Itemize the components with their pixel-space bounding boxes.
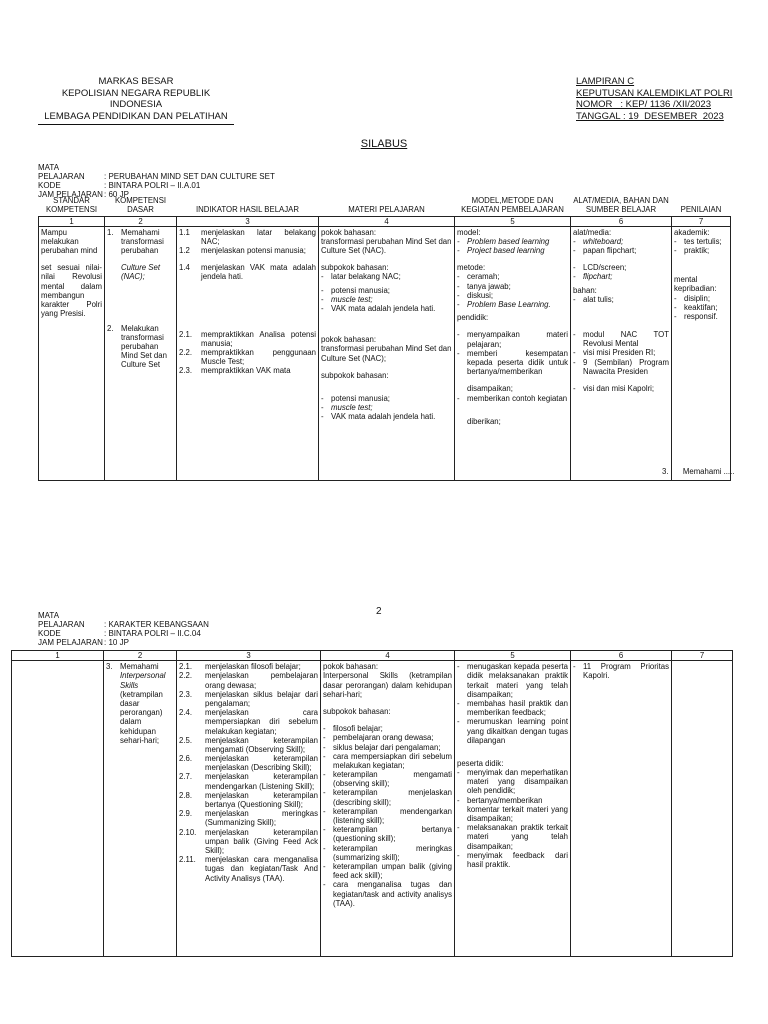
indicator-number: 2.4. [179,708,193,718]
materi-item-text: pembelajaran orang dewasa; [333,733,434,743]
indicator-number: 2.8. [179,790,193,800]
materi-pokok-label: pokok bahasan: [321,227,377,237]
col-header-indikator: INDIKATOR HASIL BELAJAR [196,204,299,214]
meta-key: MATA PELAJARAN [38,163,85,181]
bahan-item-text: alat tulis; [583,294,614,304]
alat-item: - papan flipchart; [573,246,637,256]
materi-item: - keterampilan mendengarkan (listening skill); [323,806,452,825]
spacer [457,745,568,759]
kd-text: Memahami transformasi perubahan [121,227,164,256]
spacer [573,255,669,263]
materi-pokok-label: pokok bahasan: [323,662,379,672]
materi-pokok-text: Interpersonal Skills (ketrampilan dasar perorangan) dalam kehidupan sehari-hari; [323,671,452,699]
col-number: 6 [571,216,672,226]
penilaian-item-text: praktik; [684,246,710,256]
indicator-item [179,330,316,348]
spacer [107,282,174,324]
cell-materi [321,661,455,957]
metode-item: - diskusi; [457,290,493,300]
cell-penilaian [672,661,733,957]
penilaian-item-text: tes tertulis; [684,236,722,246]
col-header-model: MODEL,METODE DAN KEGIATAN PEMBELAJARAN [461,196,564,214]
indicator-item [179,828,318,856]
indicator-item [179,366,316,375]
peserta-item: - melaksanakan praktik terkait materi yang telah disampaikan; [457,823,568,851]
col-header-kompetensi: KOMPETENSI DASAR [114,196,167,214]
spacer [573,376,669,384]
model-item: - menugaskan kepada peserta didik melaksanakan praktik terkait materi yang telah disampaikan; [457,662,568,699]
col-number: 3 [177,651,321,661]
next-competency-stub [662,467,734,476]
kd-text-italic: Interpersonal Skills [120,671,166,690]
spacer [457,255,568,263]
pendidik-continued: diberikan; [467,416,501,426]
alat-item-text: LCD/screen; [583,263,627,273]
indicator-text: menjelaskan potensi manusia; [201,246,306,256]
indicator-text: menjelaskan pembelajaran orang dewasa; [205,671,318,690]
materi-item: - potensi manusia; [321,393,390,403]
col-number: 6 [571,651,672,661]
materi-item: - cara mempersiapkan diri sebelum melakukan kegiatan; [323,751,452,770]
cell-penilaian [662,226,735,480]
materi-item-text: cara mempersiapkan diri sebelum melakukan kegiatan; [333,751,452,770]
col-header-penilaian: PENILAIAN [680,204,722,214]
metode-label: metode: [457,263,486,273]
indicator-text: menjelaskan keterampilan umpan balik (Giving Feed Ack Skill); [205,827,318,855]
materi-item-text: muscle test; [331,403,373,413]
model-item-text: merumuskan learning point yang dikaitkan dengan tugas dilapangan [467,717,568,745]
indicator-item [179,708,318,736]
materi-item-text: cara menganalisa tugas dan kegiatan/task and activity analisys (TAA). [333,880,452,908]
materi-item: - siklus belajar dari pengalaman; [323,742,441,752]
model-item-text: membahas hasil praktik dan memberikan feedback; [467,698,568,718]
model-item: - Problem based learning [457,236,550,246]
alat-item-text: flipchart; [583,272,613,282]
indicator-item [179,772,318,790]
alat-item: - flipchart; [573,272,613,282]
indicator-number: 1.1 [179,227,190,237]
metode-item-text: diskusi; [467,290,493,300]
page-title: SILABUS [360,138,408,150]
spacer [323,716,452,724]
meta-row [38,164,275,182]
appendix-header [576,76,746,122]
spacer [179,255,316,263]
model-item: - membahas hasil praktik dan memberikan feedback; [457,698,568,718]
syllabus-table-2 [11,650,733,957]
indicator-text: menjelaskan keterampilan mengamati (Observing Skill); [205,735,318,754]
meta-key: KODE [38,180,61,190]
peserta-item: - menyimak feedback dari hasil praktik. [457,850,568,869]
spacer [323,699,452,707]
penilaian-item: - responsif. [674,312,718,321]
materi-sub-label: subpokok bahasan: [323,706,391,716]
model-item-text: menugaskan kepada peserta didik melaksanakan praktik terkait materi yang telah disampaikan; [467,662,568,699]
col-header-standar: STANDAR KOMPETENSI [45,196,98,214]
sumber-item-text: 9 (Sembilan) Program Nawacita Presiden [583,357,669,376]
peserta-item-text: menyimak feedback dari hasil praktik. [467,850,568,869]
peserta-item-text: melaksanakan praktik terkait materi yang telah disampaikan; [467,823,568,851]
metode-item-text: ceramah; [467,272,500,282]
indicator-item [179,228,316,246]
spacer [573,304,669,330]
indicator-number: 1.4 [179,263,190,273]
materi-item-text: latar belakang NAC; [331,272,401,282]
next-number: 3. [662,466,669,476]
indicator-number: 2.1. [179,662,193,672]
pendidik-item-text: memberikan contoh kegiatan [467,393,568,403]
meta-value: : KARAKTER KEBANGSAAN [104,619,209,629]
materi-item-text: VAK mata adalah jendela hati. [331,304,436,313]
model-label: model: [457,227,481,237]
alat-item-text: papan flipchart; [583,246,637,256]
indicator-text: mempraktikkan VAK mata [201,366,291,376]
indicator-text: menjelaskan keterampilan bertanya (Questioning Skill); [205,790,318,809]
metode-item: - Problem Base Learning. [457,300,551,309]
pendidik-item-text: memberi kesempatan kepada peserta didik untuk bertanya/memberikan [467,348,568,377]
sumber-item: - 9 (Sembilan) Program Nawacita Presiden [573,357,669,376]
col-number: 2 [105,216,177,226]
institution-header [36,76,236,125]
pendidik-label: pendidik: [457,313,489,323]
alat-item: - LCD/screen; [573,263,627,273]
alat-label: alat/media: [573,227,612,237]
indicator-item [179,662,318,671]
indicator-item [179,348,316,366]
peserta-item: - bertanya/memberikan komentar terkait materi yang disampaikan; [457,795,568,823]
sumber-item-text: visi misi Presiden RI; [583,348,656,358]
materi-item-text: potensi manusia; [331,285,390,295]
indicator-item [179,791,318,809]
col-number: 2 [104,651,177,661]
standar-text-b: set sesuai nilai-nilai Revolusi mental dalam membangun karakter Polri yang Presisi. [41,263,102,319]
indicator-number: 2.2. [179,348,193,357]
model-item: - Project based learning [457,246,545,256]
indicator-text: menjelaskan meringkas (Summanizing Skill); [205,809,318,828]
indicator-number: 2.2. [179,671,193,681]
header-right-line-4: TANGGAL : 19 DESEMBER 2023 [576,110,724,122]
cell-alat-media [571,226,672,480]
indicator-item [179,855,318,883]
kd-text: Melakukan transformasi perubahan Mind Set dan Culture Set [121,323,167,370]
spacer [674,255,728,275]
syllabus-table-1 [38,194,735,481]
materi-item: - pembelajaran orang dewasa; [323,733,434,743]
col-number: 7 [672,651,733,661]
alat-item: - 11 Program Prioritas Kapolri. [573,662,669,681]
meta-key: JAM PELAJARAN [38,189,103,199]
meta-value: : 60 JP [104,189,129,199]
kd-item [107,324,174,370]
indicator-item [179,263,316,281]
penilaian-mental-label: mental kepribadian: [674,275,717,294]
materi-item: - cara menganalisa tugas dan kegiatan/task and activity analisys (TAA). [323,880,452,908]
kd-item [106,662,174,745]
model-item-text: Problem based learning [467,236,550,246]
cell-alat-media [571,661,672,957]
indicator-text: menjelaskan cara menganalisa tugas dan kegiatan/Task And Activity Analisys (TAA). [205,855,318,883]
col-header-alat: ALAT/MEDIA, BAHAN DAN SUMBER BELAJAR [573,196,669,214]
metode-item-text: tanya jawab; [467,281,511,291]
col-number: 4 [319,216,455,226]
col-header-materi: MATERI PELAJARAN [348,204,425,214]
indicator-number: 2.7. [179,772,193,782]
spacer [321,255,452,263]
header-divider [38,124,234,125]
materi-item-text: filosofi belajar; [333,724,383,734]
materi-item: - muscle test; [321,294,373,304]
meta-value: : BINTARA POLRI – II.A.01 [104,180,201,190]
kd-text-b: Culture Set (NAC); [121,263,161,282]
materi-item-text: siklus belajar dari pengalaman; [333,742,441,752]
penilaian-item: - keaktifan; [674,302,718,312]
materi-item: - keterampilan umpan balik (giving feed ack skill); [323,861,452,881]
alat-item-text: 11 Program Prioritas Kapolri. [583,662,669,681]
indicator-text: mempraktikkan Analisa potensi manusia; [201,329,316,348]
header-left-line-3: LEMBAGA PENDIDIKAN DAN PELATIHAN [44,110,228,122]
header-right-line-1: LAMPIRAN C [576,76,635,87]
cell-standar-kompetensi [12,661,104,957]
pendidik-item: - memberi kesempatan kepada peserta didik untuk bertanya/memberikan [457,348,568,377]
alat-item-text: whiteboard; [583,236,624,246]
meta-value: : 10 JP [104,637,129,647]
indicator-text: menjelaskan latar belakang NAC; [201,227,316,246]
indicator-text: menjelaskan filosofi belajar; [205,662,301,672]
materi-sub-label: subpokok bahasan: [321,370,389,380]
spacer [457,376,568,384]
materi-item: - latar belakang NAC; [321,272,401,282]
meta-value: : BINTARA POLRI – II.C.04 [104,628,201,638]
indicator-item [179,246,316,255]
page-number: 2 [376,606,382,617]
indicator-number: 2.1. [179,329,193,339]
cell-materi [319,226,455,480]
indicator-number: 2.3. [179,689,193,699]
materi-pokok-label: pokok bahasan: [321,335,377,345]
indicator-number: 2.11. [179,855,196,865]
spacer [179,282,316,330]
peserta-item: - menyimak dan meperhatikan materi yang disampaikan oleh pendidik; [457,768,568,796]
cell-kompetensi-dasar [105,226,177,480]
materi-item: - VAK mata adalah jendela hati. [321,412,436,422]
indicator-item [179,671,318,689]
col-number: 1 [12,651,104,661]
next-text: Memahami ..... [682,466,735,476]
spacer [107,255,174,263]
col-number: 5 [455,651,571,661]
course-meta-2 [38,612,209,648]
cell-indikator [177,661,321,957]
materi-item: - keterampilan mengamati (observing skill); [323,770,452,789]
kd-text: Memahami [120,662,159,672]
penilaian-item-text: disiplin; [684,293,711,303]
materi-item-text: muscle test; [331,294,373,304]
spacer [321,313,452,335]
materi-item-text: keterampilan mendengarkan (listening skill); [333,806,452,825]
indicator-text: menjelaskan keterampilan menjelaskan (Describing Skill); [205,754,318,773]
metode-item: - ceramah; [457,272,500,282]
indicator-text: menjelaskan keterampilan mendengarkan (Listening Skill); [205,772,318,791]
kd-number: 2. [107,323,114,333]
header-left-line-1: MARKAS BESAR [98,76,174,87]
materi-item-text: keterampilan meringkas (summarizing skill); [333,843,452,862]
kd-item [107,228,174,256]
indicator-item [179,809,318,827]
materi-item: - keterampilan meringkas (summarizing skill); [323,843,452,862]
spacer [321,363,452,371]
alat-item: - whiteboard; [573,236,624,246]
peserta-label: peserta didik: [457,758,504,768]
materi-item: - muscle test; [321,403,373,413]
sumber-item: - visi dan misi Kapolri; [573,383,655,393]
penilaian-item: - disiplin; [674,293,711,303]
cell-model-metode [455,661,571,957]
materi-pokok-text: transformasi perubahan Mind Set dan Culture Set (NAC). [321,236,452,256]
indicator-text: menjelaskan cara mempersiapkan diri sebelum melakukan kegiatan; [205,708,318,736]
sumber-item: - visi misi Presiden RI; [573,348,656,358]
col-number: 4 [321,651,455,661]
col-number: 7 [672,216,731,226]
col-number: 5 [455,216,571,226]
spacer [457,403,568,417]
meta-key: KODE [38,628,61,638]
kd-number: 1. [107,227,114,237]
metode-item: - tanya jawab; [457,281,511,291]
materi-item: - potensi manusia; [321,285,390,295]
indicator-item [179,754,318,772]
indicator-number: 2.9. [179,809,193,819]
kd-text: (ketrampilan dasar perorangan) dalam kehidupan sehari-hari; [120,689,163,745]
indicator-text: mempraktikkan penggunaan Muscle Test; [201,348,316,367]
pendidik-item: - memberikan contoh kegiatan [457,393,568,403]
indicator-text: menjelaskan VAK mata adalah jendela hati. [201,263,316,282]
sumber-item-text: visi dan misi Kapolri; [583,383,655,393]
col-number: 3 [177,216,319,226]
indicator-item [179,690,318,708]
metode-item-text: Problem Base Learning. [467,300,551,309]
indicator-number: 2.10. [179,827,197,837]
meta-row [38,639,209,648]
materi-pokok-text: transformasi perubahan Mind Set dan Culture Set (NAC); [321,344,452,363]
sumber-item: - modul NAC TOT Revolusi Mental [573,330,669,349]
indicator-item [179,736,318,754]
cell-indikator [177,226,319,480]
materi-item-text: keterampilan mengamati (observing skill); [333,770,452,789]
indicator-text: menjelaskan siklus belajar dari pengalaman; [205,689,318,708]
materi-item-text: keterampilan menjelaskan (describing skill); [333,788,452,807]
materi-item-text: keterampilan bertanya (questioning skill); [333,825,452,844]
materi-sub-label: subpokok bahasan: [321,263,389,273]
pendidik-continued: disampaikan; [467,384,513,394]
header-left-line-2: KEPOLISIAN NEGARA REPUBLIK INDONESIA [61,87,211,111]
penilaian-label: akademik: [674,227,710,237]
penilaian-item: - praktik; [674,246,710,256]
bahan-item: - alat tulis; [573,294,614,304]
peserta-item-text: menyimak dan meperhatikan materi yang disampaikan oleh pendidik; [467,768,568,796]
spacer [41,255,102,263]
pendidik-item: - menyampaikan materi pelajaran; [457,330,568,349]
spacer [457,322,568,330]
materi-item-text: keterampilan umpan balik (giving feed ack skill); [333,861,452,881]
materi-item-text: potensi manusia; [331,393,390,403]
spacer [321,380,452,394]
materi-item-text: VAK mata adalah jendela hati. [331,412,436,422]
cell-kompetensi-dasar [104,661,177,957]
model-item: - merumuskan learning point yang dikaitkan dengan tugas dilapangan [457,717,568,745]
materi-item: - keterampilan bertanya (questioning skill); [323,825,452,844]
bahan-label: bahan: [573,285,597,295]
penilaian-item-text: keaktifan; [684,302,718,312]
peserta-item-text: bertanya/memberikan komentar terkait materi yang disampaikan; [467,795,568,823]
pendidik-item-text: menyampaikan materi pelajaran; [467,330,568,349]
materi-item: - filosofi belajar; [323,724,383,734]
header-right-line-3: NOMOR : KEP/ 1136 /XII/2023 [576,99,711,111]
materi-item: - keterampilan menjelaskan (describing skill); [323,788,452,807]
indicator-number: 2.6. [179,754,193,764]
cell-model-metode [455,226,571,480]
meta-value: : PERUBAHAN MIND SET DAN CULTURE SET [104,171,275,181]
meta-key: JAM PELAJARAN [38,637,103,647]
sumber-item-text: modul NAC TOT Revolusi Mental [583,330,669,349]
col-number: 1 [39,216,105,226]
indicator-number: 2.3. [179,366,193,376]
meta-key: MATA PELAJARAN [38,611,85,629]
kd-number: 3. [106,662,113,672]
penilaian-item-text: responsif. [684,312,718,321]
indicator-number: 1.2 [179,246,190,256]
cell-standar-kompetensi [39,226,105,480]
materi-item: - VAK mata adalah jendela hati. [321,304,436,313]
model-item-text: Project based learning [467,246,545,256]
penilaian-item: - tes tertulis; [674,236,722,246]
standar-text-a: Mampu melakukan perubahan mind [41,227,98,256]
header-right-line-2: KEPUTUSAN KALEMDIKLAT POLRI [576,87,733,99]
meta-row [38,612,209,630]
indicator-number: 2.5. [179,735,193,745]
